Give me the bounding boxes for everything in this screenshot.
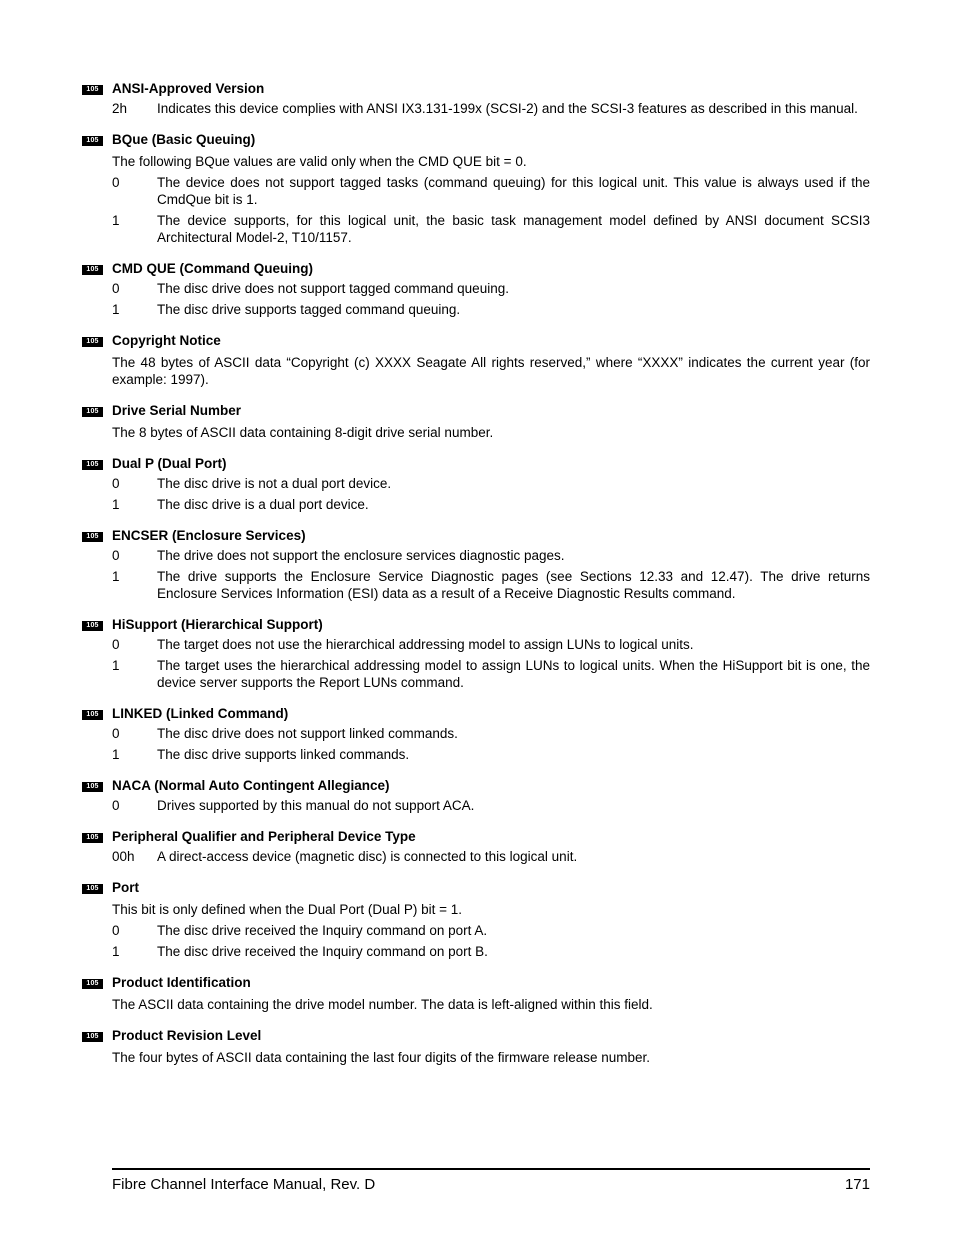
section-title: NACA (Normal Auto Contingent Allegiance) [112,777,390,793]
definition-section [82,878,870,960]
value-code: 00h [112,849,135,864]
definition-section [82,401,870,441]
value-description: The drive does not support the enclosure services diagnostic pages. [157,548,565,563]
value-code: 0 [112,548,120,563]
section-intro: The 8 bytes of ASCII data containing 8-digit drive serial number. [112,425,494,440]
value-code: 2h [112,101,128,116]
section-heading [82,130,870,148]
section-body [112,1049,870,1066]
value-code: 0 [112,798,120,813]
page-ref-badge: 105 [82,621,103,631]
value-description: A direct-access device (magnetic disc) is connected to this logical unit. [157,849,578,864]
section-body [112,848,870,865]
section-title: Copyright Notice [112,332,221,348]
section-heading [82,878,870,896]
value-row [112,922,870,939]
value-code: 0 [112,923,120,938]
section-body [112,424,870,441]
definition-section [82,454,870,513]
definition-section [82,331,870,388]
page-number: 171 [844,1176,870,1193]
definition-section [82,130,870,246]
section-heading [82,776,870,794]
value-row [112,174,870,208]
section-heading [82,331,870,349]
value-row [112,100,870,117]
section-body [112,475,870,513]
page-ref-badge: 105 [82,833,103,843]
page-ref-badge: 105 [82,1032,103,1042]
page-ref-badge: 105 [82,337,103,347]
page-ref-badge: 105 [82,136,103,146]
section-body [112,636,870,691]
value-row [112,301,870,318]
value-code: 0 [112,637,120,652]
value-row [112,943,870,960]
page-ref-badge: 105 [82,884,103,894]
value-row [112,848,870,865]
section-body [112,901,870,960]
section-intro: The 48 bytes of ASCII data “Copyright (c) XXXX Seagate All rights reserved,” where “XXXX” indicates the current year (for example: 1997). [112,355,870,387]
value-description: The disc drive supports linked commands. [157,747,410,762]
section-title: Drive Serial Number [112,402,242,418]
page-ref-badge: 105 [82,979,103,989]
value-code: 1 [112,497,120,512]
section-heading [82,704,870,722]
section-intro: This bit is only defined when the Dual Port (Dual P) bit = 1. [112,902,463,917]
definition-section [82,973,870,1013]
section-heading [82,615,870,633]
value-row [112,657,870,691]
value-description: The target uses the hierarchical addressing model to assign LUNs to logical units. When the HiSupport bit is one, the device server supports the Report LUNs command. [157,658,870,690]
footer-title: Fibre Channel Interface Manual, Rev. D [112,1176,376,1193]
section-title: Peripheral Qualifier and Peripheral Device Type [112,828,416,844]
section-heading [82,454,870,472]
value-description: The disc drive is a dual port device. [157,497,369,512]
section-heading [82,401,870,419]
section-heading [82,973,870,991]
page-ref-badge: 105 [82,85,103,95]
value-description: The disc drive is not a dual port device. [157,476,392,491]
page-footer [112,1168,870,1193]
definition-section [82,827,870,865]
section-intro: The ASCII data containing the drive model number. The data is left-aligned within this field. [112,997,653,1012]
value-code: 1 [112,944,120,959]
value-row [112,496,870,513]
page-ref-badge: 105 [82,782,103,792]
definition-section [82,526,870,602]
section-intro: The four bytes of ASCII data containing the last four digits of the firmware release number. [112,1050,651,1065]
section-body [112,547,870,602]
section-title: ANSI-Approved Version [112,80,265,96]
definition-section [82,776,870,814]
section-title: Product Identification [112,974,251,990]
section-body [112,797,870,814]
value-description: The device supports, for this logical unit, the basic task management model defined by ANSI document SCSI3 Architectural Model-2, T10/1157. [157,213,870,245]
value-code: 1 [112,213,120,228]
section-title: Dual P (Dual Port) [112,455,227,471]
section-body [112,996,870,1013]
value-code: 0 [112,281,120,296]
value-row [112,725,870,742]
value-code: 0 [112,726,120,741]
value-row [112,547,870,564]
page-ref-badge: 105 [82,532,103,542]
value-row [112,212,870,246]
value-description: The disc drive received the Inquiry command on port B. [157,944,488,959]
value-code: 0 [112,476,120,491]
value-description: The device does not support tagged tasks (command queuing) for this logical unit. This value is always used if the CmdQue bit is 1. [157,175,870,207]
section-heading [82,79,870,97]
value-description: The target does not use the hierarchical addressing model to assign LUNs to logical units. [157,637,694,652]
definition-section [82,79,870,117]
definition-section [82,615,870,691]
value-row [112,636,870,653]
value-code: 0 [112,175,120,190]
value-description: The drive supports the Enclosure Service Diagnostic pages (see Sections 12.33 and 12.47). The drive returns Enclosure Services Information (ESI) data as a result of a Receive Diagnostic Results command. [157,569,870,601]
section-body [112,354,870,388]
section-heading [82,259,870,277]
value-description: The disc drive does not support linked commands. [157,726,458,741]
section-intro: The following BQue values are valid only when the CMD QUE bit = 0. [112,154,527,169]
section-body [112,280,870,318]
section-title: HiSupport (Hierarchical Support) [112,616,323,632]
value-row [112,797,870,814]
section-body [112,100,870,117]
page-ref-badge: 105 [82,265,103,275]
section-title: Product Revision Level [112,1027,262,1043]
section-title: CMD QUE (Command Queuing) [112,260,313,276]
section-body [112,725,870,763]
definition-section [82,704,870,763]
section-heading [82,526,870,544]
value-description: The disc drive received the Inquiry command on port A. [157,923,488,938]
section-title: LINKED (Linked Command) [112,705,289,721]
value-row [112,568,870,602]
section-heading [82,827,870,845]
value-description: The disc drive does not support tagged command queuing. [157,281,509,296]
definition-section [82,1026,870,1066]
value-code: 1 [112,747,120,762]
section-body [112,153,870,246]
document-body [82,79,870,1079]
section-heading [82,1026,870,1044]
value-row [112,475,870,492]
value-code: 1 [112,658,120,673]
page-ref-badge: 105 [82,460,103,470]
section-title: Port [112,879,139,895]
page-ref-badge: 105 [82,710,103,720]
value-code: 1 [112,302,120,317]
value-code: 1 [112,569,120,584]
value-description: Drives supported by this manual do not support ACA. [157,798,475,813]
section-title: BQue (Basic Queuing) [112,131,256,147]
page-ref-badge: 105 [82,407,103,417]
value-row [112,746,870,763]
section-title: ENCSER (Enclosure Services) [112,527,306,543]
value-description: Indicates this device complies with ANSI IX3.131-199x (SCSI-2) and the SCSI-3 features as described in this manual. [157,101,858,116]
definition-section [82,259,870,318]
value-row [112,280,870,297]
value-description: The disc drive supports tagged command queuing. [157,302,461,317]
